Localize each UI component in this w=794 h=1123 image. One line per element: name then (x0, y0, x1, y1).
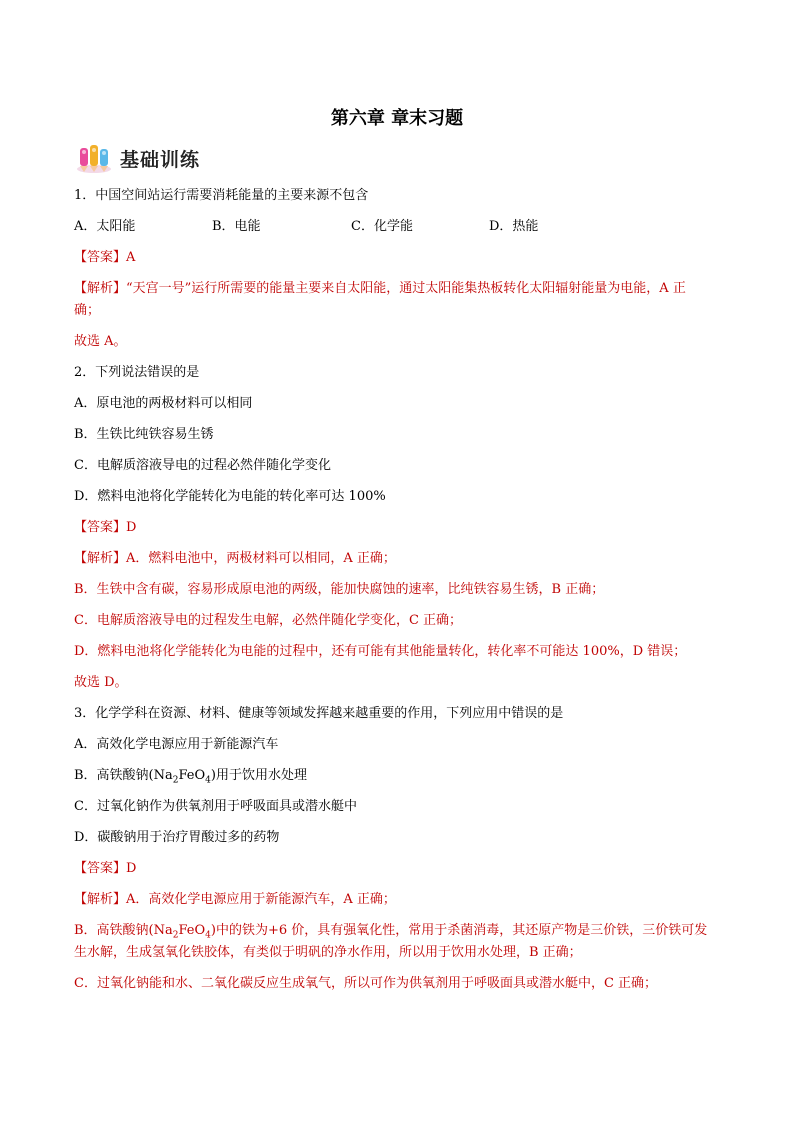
analysis-text: A．燃料电池中，两极材料可以相同，A 正确； (126, 551, 396, 566)
analysis-line (74, 548, 724, 570)
questions (74, 185, 724, 1004)
analysis-b-text: B．高铁酸钠(Na (74, 923, 173, 938)
option-a: A．太阳能 (74, 219, 136, 234)
subscript: 4 (205, 775, 211, 786)
answer-line (74, 858, 724, 880)
analysis-text: A．高效化学电源应用于新能源汽车，A 正确； (126, 892, 396, 907)
analysis-line (74, 889, 724, 911)
section-label: 基础训练 (120, 148, 201, 171)
option-b-text: )用于饮用水处理 (210, 768, 307, 783)
answer-line (74, 247, 724, 269)
answer-value: D (126, 861, 137, 876)
question-stem: 1．中国空间站运行需要消耗能量的主要来源不包含 (74, 188, 369, 203)
option-d: D．燃料电池将化学能转化为电能的转化率可达 100% (74, 489, 386, 504)
analysis-text: C．电解质溶液导电的过程发生电解，必然伴随化学变化，C 正确； (74, 613, 463, 628)
option-b: B．生铁比纯铁容易生锈 (74, 427, 214, 442)
question-stem: 3．化学学科在资源、材料、健康等领域发挥越来越重要的作用，下列应用中错误的是 (74, 706, 564, 721)
option-b: B．电能 (212, 219, 261, 234)
section-header (74, 141, 200, 175)
pencils-icon (74, 142, 114, 174)
option-d: D．碳酸钠用于治疗胃酸过多的药物 (74, 830, 280, 845)
question-2 (74, 362, 724, 694)
option-d: D．热能 (489, 219, 539, 234)
option-c: C．化学能 (351, 219, 413, 234)
analysis-text: C．过氧化钠能和水、二氧化碳反应生成氧气，所以可作为供氧剂用于呼吸面具或潜水艇中，C 正确； (74, 976, 658, 991)
analysis-tag: 【解析】 (74, 551, 127, 566)
subscript: 2 (172, 775, 179, 786)
answer-tag: 【答案】 (74, 861, 127, 876)
analysis-text-b (74, 920, 714, 964)
subscript: 2 (172, 930, 179, 941)
option-b-text: FeO (178, 768, 206, 783)
option-c: C．过氧化钠作为供氧剂用于呼吸面具或潜水艇中 (74, 799, 357, 814)
option-a: A．高效化学电源应用于新能源汽车 (74, 737, 279, 752)
answer-tag: 【答案】 (74, 250, 127, 265)
page-title: 第六章 章末习题 (330, 108, 464, 129)
conclusion: 故选 A。 (74, 334, 127, 349)
option-c: C．电解质溶液导电的过程必然伴随化学变化 (74, 458, 331, 473)
question-stem: 2．下列说法错误的是 (74, 365, 200, 380)
analysis-text: D．燃料电池将化学能转化为电能的过程中，还有可能有其他能量转化，转化率不可能达 100%，D 错误； (74, 644, 687, 659)
answer-tag: 【答案】 (74, 520, 127, 535)
analysis-text: B．生铁中含有碳，容易形成原电池的两级，能加快腐蚀的速率，比纯铁容易生锈，B 正确； (74, 582, 605, 597)
analysis-line (74, 278, 694, 322)
option-b-text: B．高铁酸钠(Na (74, 768, 173, 783)
answer-value: A (126, 250, 136, 265)
question-3 (74, 703, 724, 995)
analysis-b-text: )中的铁为+6 价，具有强氧化性，常用于杀菌消毒，其还原产物是三价铁，三价铁可发生水解，生成氢氧化铁胶体，有类似于明矾的净水作用，所以用于饮用水处理，B 正确； (74, 923, 708, 960)
option-b (74, 765, 724, 787)
analysis-b-text: FeO (178, 923, 206, 938)
question-1 (74, 185, 724, 353)
subscript: 4 (205, 930, 211, 941)
analysis-tag: 【解析】 (74, 892, 127, 907)
conclusion: 故选 D。 (74, 675, 128, 690)
option-a: A．原电池的两极材料可以相同 (74, 396, 253, 411)
answer-value: D (126, 520, 137, 535)
option-row (74, 216, 724, 238)
analysis-text: “天宫一号”运行所需要的能量主要来自太阳能，通过太阳能集热板转化太阳辐射能量为电能，A 正确； (74, 281, 686, 318)
analysis-tag: 【解析】 (74, 281, 127, 296)
answer-line (74, 517, 724, 539)
